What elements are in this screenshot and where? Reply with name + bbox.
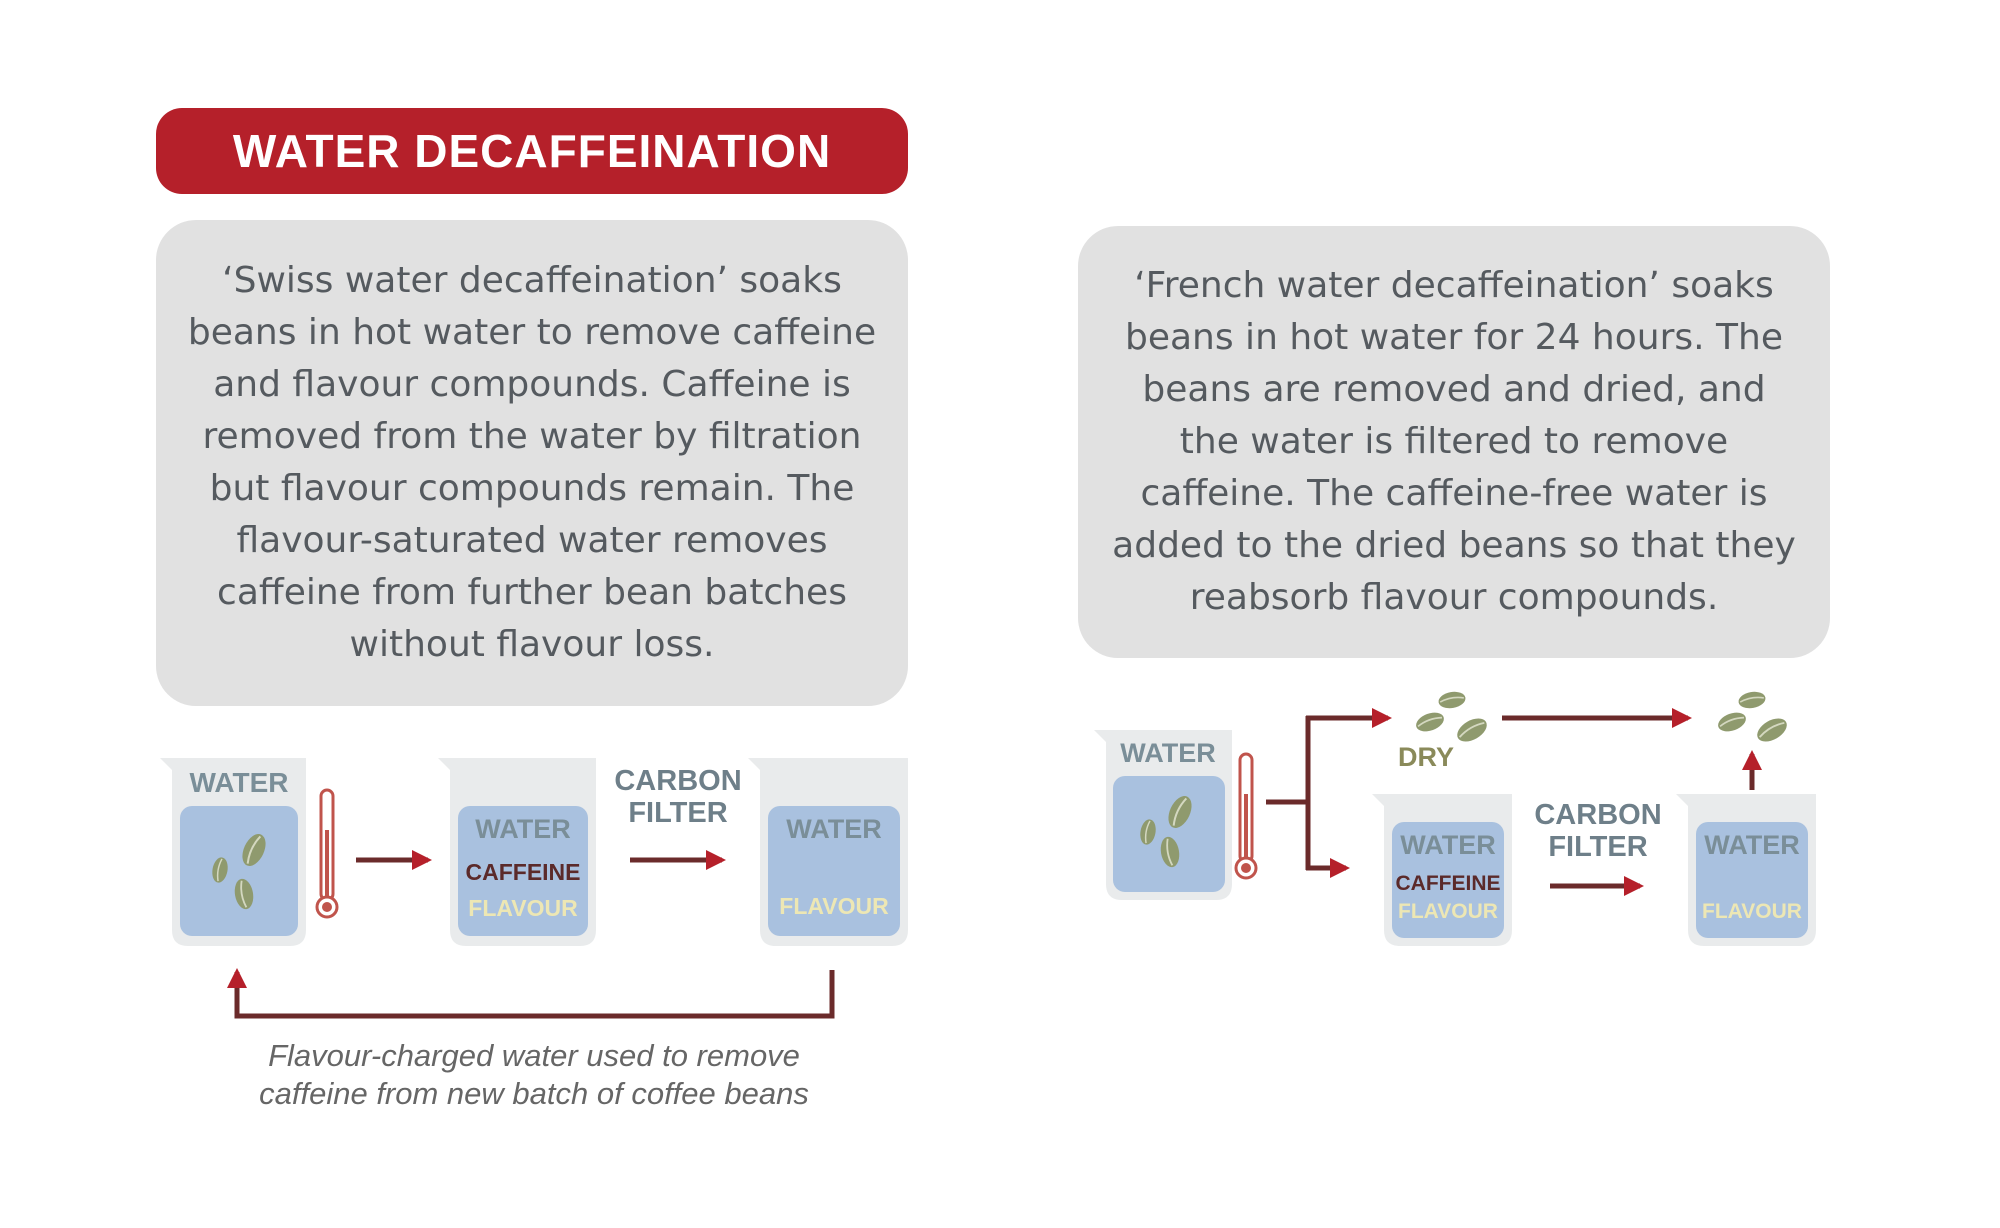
swiss-beaker-3: [748, 758, 908, 946]
french-beaker-2-flavour-label: FLAVOUR: [1398, 900, 1498, 923]
french-beaker-1: [1094, 730, 1232, 900]
french-beaker-2: [1372, 794, 1512, 946]
french-thermometer-icon: [1236, 754, 1256, 878]
swiss-description: ‘Swiss water decaffeination’ soaks beans in hot water to remove caffeine and flavour compounds. Caffeine is removed from the water by filtration but flavour compounds remain. The flavour-saturated water removes caffeine from further bean batches without flavour loss.: [187, 260, 877, 665]
french-filter-label-2: FILTER: [1548, 831, 1648, 863]
swiss-beaker-3-flavour-label: FLAVOUR: [779, 893, 889, 919]
french-dry-label: DRY: [1397, 742, 1455, 772]
swiss-beaker-2: [438, 758, 596, 946]
french-split-arrows: [1266, 716, 1388, 870]
swiss-caption-line-2: caffeine from new batch of coffee beans: [259, 1076, 809, 1111]
french-final-beans-icon: [1716, 690, 1791, 747]
french-beaker-1-label: WATER: [1120, 738, 1216, 768]
swiss-beaker-2-water-label: WATER: [475, 814, 571, 844]
swiss-filter-label-1: CARBON: [614, 765, 742, 797]
french-beaker-3: [1676, 794, 1816, 946]
swiss-beaker-1-water: [180, 806, 298, 936]
swiss-beaker-1: [160, 758, 306, 946]
french-beaker-2-water-label: WATER: [1400, 830, 1496, 860]
swiss-beaker-2-flavour-label: FLAVOUR: [468, 895, 578, 921]
page-title: WATER DECAFFEINATION: [232, 125, 832, 177]
french-beaker-3-water-label: WATER: [1704, 830, 1800, 860]
swiss-beaker-2-caffeine-label: CAFFEINE: [465, 859, 581, 885]
french-filter-label-1: CARBON: [1534, 799, 1662, 831]
french-beaker-3-flavour-label: FLAVOUR: [1702, 900, 1802, 923]
swiss-beaker-1-label: WATER: [189, 767, 289, 798]
swiss-beaker-3-water-label: WATER: [786, 814, 882, 844]
swiss-return-arrow: [237, 970, 832, 1016]
swiss-caption-line-1: Flavour-charged water used to remove: [268, 1038, 800, 1073]
french-description: ‘French water decaffeination’ soaks beans in hot water for 24 hours. The beans are removed and dried, and the water is filtered to remove caffeine. The caffeine-free water is added to the dried beans so that they reabsorb flavour compounds.: [1112, 265, 1796, 618]
french-dry-beans-icon: [1414, 690, 1491, 747]
swiss-thermometer-icon: [317, 790, 337, 917]
swiss-filter-label-2: FILTER: [628, 797, 728, 829]
french-beaker-2-caffeine-label: CAFFEINE: [1395, 872, 1501, 895]
